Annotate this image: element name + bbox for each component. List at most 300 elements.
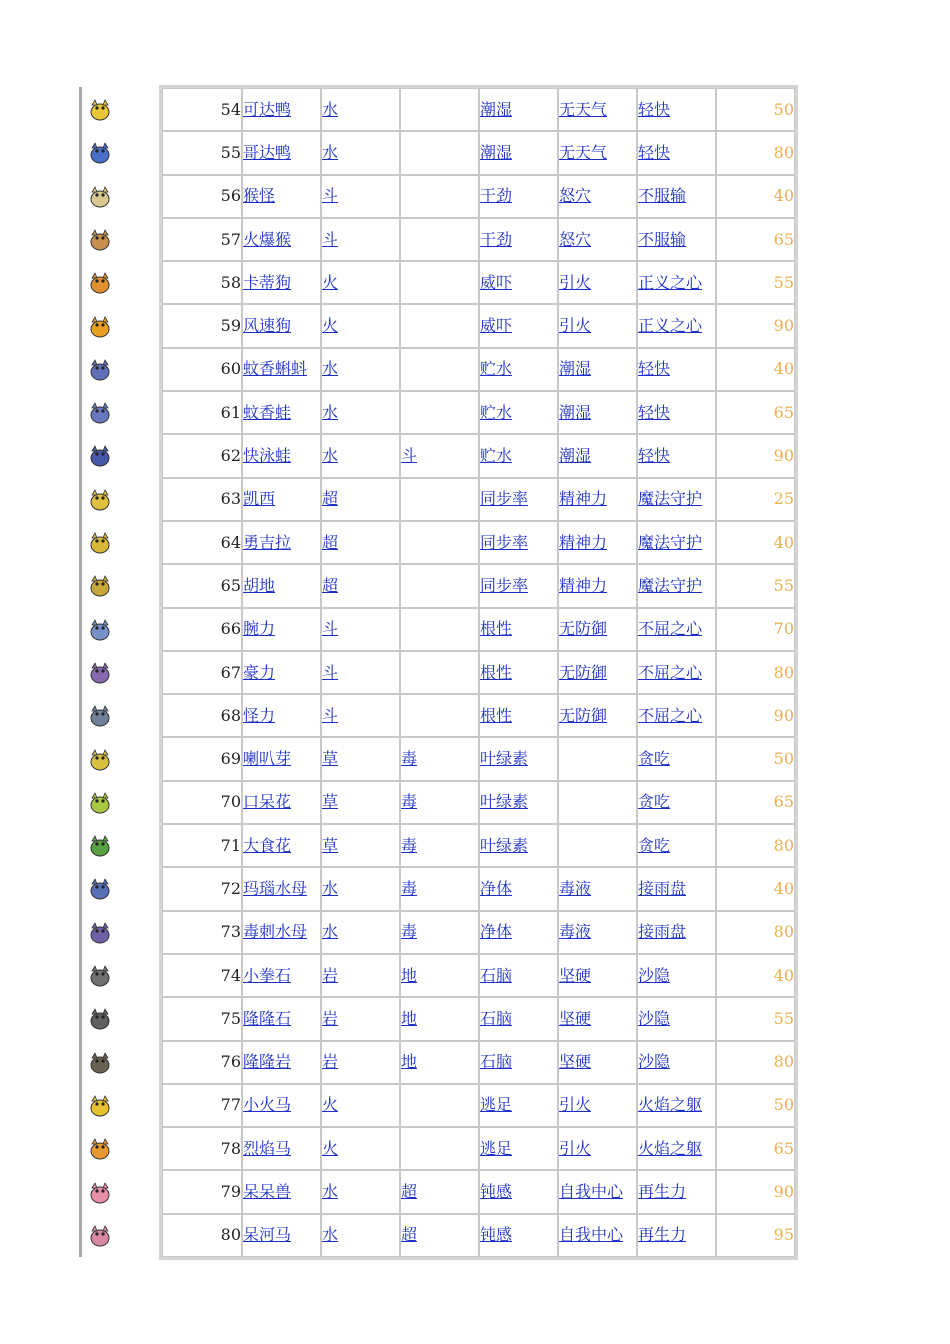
ability-2-link[interactable]: 潮湿 bbox=[559, 446, 592, 466]
pokemon-name-link[interactable]: 玛瑙水母 bbox=[243, 878, 308, 898]
ability-1-link[interactable]: 干劲 bbox=[480, 186, 513, 206]
hidden-ability bbox=[637, 88, 716, 131]
dex-number: 64 bbox=[162, 521, 242, 564]
ability-1-link[interactable]: 同步率 bbox=[480, 575, 529, 595]
hidden-ability-link[interactable]: 贪吃 bbox=[638, 792, 671, 812]
dex-number: 59 bbox=[162, 304, 242, 347]
ability-2-link[interactable]: 怒穴 bbox=[559, 186, 592, 206]
type-1-link[interactable]: 超 bbox=[322, 532, 339, 552]
hidden-ability bbox=[637, 1041, 716, 1084]
rate-value: 80 bbox=[716, 1041, 795, 1084]
pokemon-name-link[interactable]: 豪力 bbox=[243, 662, 276, 682]
rate-value: 90 bbox=[716, 304, 795, 347]
rate-value: 40 bbox=[716, 175, 795, 218]
type-1 bbox=[321, 1041, 400, 1084]
type-1-link[interactable]: 超 bbox=[322, 489, 339, 509]
rate-value: 50 bbox=[716, 737, 795, 780]
type-2 bbox=[400, 478, 479, 521]
ability-1-link[interactable]: 根性 bbox=[480, 662, 513, 682]
ability-2 bbox=[558, 88, 637, 131]
ability-2 bbox=[558, 997, 637, 1040]
pokemon-name-link[interactable]: 蚊香蝌蚪 bbox=[243, 359, 308, 379]
table-row bbox=[162, 391, 795, 434]
type-2-link[interactable]: 毒 bbox=[401, 749, 418, 769]
ability-2 bbox=[558, 1084, 637, 1127]
ability-2 bbox=[558, 478, 637, 521]
ability-1 bbox=[479, 261, 558, 304]
pokemon-name-link[interactable]: 呆河马 bbox=[243, 1225, 292, 1245]
pokemon-name-link[interactable]: 毒刺水母 bbox=[243, 922, 308, 942]
type-1-link[interactable]: 水 bbox=[322, 1225, 339, 1245]
pokemon-name bbox=[242, 304, 321, 347]
hidden-ability-link[interactable]: 贪吃 bbox=[638, 749, 671, 769]
pokemon-sprite-icon bbox=[85, 831, 115, 861]
rate-value: 55 bbox=[716, 564, 795, 607]
pokemon-sprite-icon bbox=[85, 788, 115, 818]
rate-value: 65 bbox=[716, 218, 795, 261]
hidden-ability bbox=[637, 651, 716, 694]
rate-value: 70 bbox=[716, 608, 795, 651]
ability-2-link[interactable]: 精神力 bbox=[559, 489, 608, 509]
pokemon-name-link[interactable]: 风速狗 bbox=[243, 316, 292, 336]
type-2 bbox=[400, 694, 479, 737]
type-1-link[interactable]: 水 bbox=[322, 99, 339, 119]
hidden-ability-link[interactable]: 沙隐 bbox=[638, 965, 671, 985]
rate-value: 90 bbox=[716, 434, 795, 477]
pokemon-name-link[interactable]: 喇叭芽 bbox=[243, 749, 292, 769]
ability-1 bbox=[479, 304, 558, 347]
ability-1 bbox=[479, 1127, 558, 1170]
hidden-ability bbox=[637, 1170, 716, 1213]
ability-2 bbox=[558, 954, 637, 997]
hidden-ability bbox=[637, 1214, 716, 1257]
hidden-ability-link[interactable]: 接雨盘 bbox=[638, 878, 687, 898]
pokemon-name bbox=[242, 1041, 321, 1084]
dex-number: 73 bbox=[162, 911, 242, 954]
ability-2-link[interactable]: 潮湿 bbox=[559, 359, 592, 379]
type-2 bbox=[400, 218, 479, 261]
pokemon-sprite-icon bbox=[85, 138, 115, 168]
hidden-ability-link[interactable]: 不屈之心 bbox=[638, 705, 703, 725]
ability-2 bbox=[558, 1127, 637, 1170]
type-2-link[interactable]: 毒 bbox=[401, 835, 418, 855]
ability-1 bbox=[479, 1041, 558, 1084]
table-row bbox=[162, 88, 795, 131]
type-1 bbox=[321, 997, 400, 1040]
ability-2 bbox=[558, 434, 637, 477]
rate-value: 65 bbox=[716, 391, 795, 434]
type-2 bbox=[400, 1084, 479, 1127]
hidden-ability-link[interactable]: 火焰之躯 bbox=[638, 1095, 703, 1115]
rate-value: 90 bbox=[716, 1170, 795, 1213]
hidden-ability bbox=[637, 781, 716, 824]
table-row bbox=[162, 304, 795, 347]
ability-1 bbox=[479, 348, 558, 391]
ability-2-link[interactable]: 引火 bbox=[559, 1095, 592, 1115]
pokemon-sprite-icon bbox=[85, 398, 115, 428]
dex-number: 74 bbox=[162, 954, 242, 997]
pokemon-name-link[interactable]: 卡蒂狗 bbox=[243, 272, 292, 292]
pokemon-name bbox=[242, 564, 321, 607]
type-2-link[interactable]: 地 bbox=[401, 1008, 418, 1028]
ability-1-link[interactable]: 叶绿素 bbox=[480, 835, 529, 855]
dex-number: 58 bbox=[162, 261, 242, 304]
hidden-ability bbox=[637, 608, 716, 651]
hidden-ability bbox=[637, 997, 716, 1040]
ability-1 bbox=[479, 391, 558, 434]
ability-1 bbox=[479, 954, 558, 997]
type-2 bbox=[400, 608, 479, 651]
pokemon-name bbox=[242, 867, 321, 910]
hidden-ability-link[interactable]: 轻快 bbox=[638, 99, 671, 119]
ability-1-link[interactable]: 石脑 bbox=[480, 1052, 513, 1072]
type-1-link[interactable]: 斗 bbox=[322, 619, 339, 639]
pokemon-name-link[interactable]: 口呆花 bbox=[243, 792, 292, 812]
ability-2-link[interactable]: 引火 bbox=[559, 1138, 592, 1158]
ability-1-link[interactable]: 石脑 bbox=[480, 1008, 513, 1028]
pokemon-name-link[interactable]: 隆隆岩 bbox=[243, 1052, 292, 1072]
hidden-ability-link[interactable]: 火焰之躯 bbox=[638, 1138, 703, 1158]
type-1-link[interactable]: 水 bbox=[322, 922, 339, 942]
pokemon-sprite-icon bbox=[85, 528, 115, 558]
rate-value: 40 bbox=[716, 867, 795, 910]
pokemon-name bbox=[242, 218, 321, 261]
pokemon-name bbox=[242, 88, 321, 131]
hidden-ability-link[interactable]: 魔法守护 bbox=[638, 489, 703, 509]
type-1-link[interactable]: 水 bbox=[322, 142, 339, 162]
dex-number: 61 bbox=[162, 391, 242, 434]
ability-1-link[interactable]: 贮水 bbox=[480, 402, 513, 422]
pokemon-name-link[interactable]: 腕力 bbox=[243, 619, 276, 639]
ability-1 bbox=[479, 131, 558, 174]
type-1 bbox=[321, 261, 400, 304]
rate-value: 50 bbox=[716, 1084, 795, 1127]
rate-value: 65 bbox=[716, 781, 795, 824]
pokemon-sprite-icon bbox=[85, 441, 115, 471]
type-2-link[interactable]: 斗 bbox=[401, 446, 418, 466]
hidden-ability-link[interactable]: 不服输 bbox=[638, 229, 687, 249]
pokemon-sprite-icon bbox=[85, 1004, 115, 1034]
pokemon-name-link[interactable]: 小拳石 bbox=[243, 965, 292, 985]
hidden-ability bbox=[637, 694, 716, 737]
rate-value: 80 bbox=[716, 911, 795, 954]
pokemon-name-link[interactable]: 烈焰马 bbox=[243, 1138, 292, 1158]
ability-2-link[interactable]: 毒液 bbox=[559, 878, 592, 898]
ability-1 bbox=[479, 1084, 558, 1127]
ability-1 bbox=[479, 997, 558, 1040]
pokemon-name-link[interactable]: 哥达鸭 bbox=[243, 142, 292, 162]
ability-2-link[interactable]: 无防御 bbox=[559, 705, 608, 725]
type-2 bbox=[400, 997, 479, 1040]
type-1 bbox=[321, 781, 400, 824]
ability-1 bbox=[479, 608, 558, 651]
dex-number: 77 bbox=[162, 1084, 242, 1127]
pokemon-sprite-icon bbox=[85, 874, 115, 904]
hidden-ability-link[interactable]: 魔法守护 bbox=[638, 532, 703, 552]
ability-1-link[interactable]: 潮湿 bbox=[480, 99, 513, 119]
type-1-link[interactable]: 水 bbox=[322, 878, 339, 898]
ability-2-link[interactable]: 引火 bbox=[559, 316, 592, 336]
type-1-link[interactable]: 火 bbox=[322, 1138, 339, 1158]
ability-2 bbox=[558, 521, 637, 564]
type-2 bbox=[400, 88, 479, 131]
rate-value: 80 bbox=[716, 131, 795, 174]
table-row bbox=[162, 175, 795, 218]
pokemon-name bbox=[242, 391, 321, 434]
type-1 bbox=[321, 1084, 400, 1127]
type-1-link[interactable]: 岩 bbox=[322, 1052, 339, 1072]
type-1 bbox=[321, 694, 400, 737]
ability-1 bbox=[479, 781, 558, 824]
table-row bbox=[162, 781, 795, 824]
pokemon-name-link[interactable]: 怪力 bbox=[243, 705, 276, 725]
ability-2-link[interactable]: 精神力 bbox=[559, 532, 608, 552]
ability-1-link[interactable]: 逃足 bbox=[480, 1138, 513, 1158]
type-1-link[interactable]: 火 bbox=[322, 272, 339, 292]
ability-2-link[interactable]: 坚硬 bbox=[559, 965, 592, 985]
type-2-link[interactable]: 地 bbox=[401, 1052, 418, 1072]
pokemon-name-link[interactable]: 火爆猴 bbox=[243, 229, 292, 249]
pokemon-name bbox=[242, 954, 321, 997]
table-row bbox=[162, 1041, 795, 1084]
pokemon-name bbox=[242, 521, 321, 564]
type-1-link[interactable]: 草 bbox=[322, 749, 339, 769]
pokemon-name bbox=[242, 1214, 321, 1257]
dex-number: 60 bbox=[162, 348, 242, 391]
ability-1-link[interactable]: 逃足 bbox=[480, 1095, 513, 1115]
pokemon-name-link[interactable]: 勇吉拉 bbox=[243, 532, 292, 552]
hidden-ability-link[interactable]: 轻快 bbox=[638, 446, 671, 466]
ability-1 bbox=[479, 867, 558, 910]
type-2-link[interactable]: 毒 bbox=[401, 878, 418, 898]
hidden-ability-link[interactable]: 贪吃 bbox=[638, 835, 671, 855]
table-row bbox=[162, 824, 795, 867]
type-1-link[interactable]: 岩 bbox=[322, 965, 339, 985]
rate-value: 40 bbox=[716, 348, 795, 391]
ability-1-link[interactable]: 贮水 bbox=[480, 446, 513, 466]
type-1-link[interactable]: 斗 bbox=[322, 705, 339, 725]
type-1-link[interactable]: 超 bbox=[322, 575, 339, 595]
hidden-ability-link[interactable]: 不屈之心 bbox=[638, 619, 703, 639]
type-2 bbox=[400, 348, 479, 391]
ability-2-link[interactable]: 无防御 bbox=[559, 619, 608, 639]
type-1-link[interactable]: 斗 bbox=[322, 662, 339, 682]
type-2 bbox=[400, 824, 479, 867]
type-2-link[interactable]: 地 bbox=[401, 965, 418, 985]
pokemon-name-link[interactable]: 胡地 bbox=[243, 575, 276, 595]
dex-number: 79 bbox=[162, 1170, 242, 1213]
ability-2 bbox=[558, 737, 637, 780]
type-1-link[interactable]: 斗 bbox=[322, 186, 339, 206]
hidden-ability bbox=[637, 1084, 716, 1127]
pokemon-name-link[interactable]: 蚊香蛙 bbox=[243, 402, 292, 422]
hidden-ability bbox=[637, 564, 716, 607]
ability-2-link[interactable]: 坚硬 bbox=[559, 1052, 592, 1072]
ability-1-link[interactable]: 根性 bbox=[480, 619, 513, 639]
type-1-link[interactable]: 草 bbox=[322, 835, 339, 855]
ability-2-link[interactable]: 无防御 bbox=[559, 662, 608, 682]
type-2-link[interactable]: 超 bbox=[401, 1182, 418, 1202]
ability-2 bbox=[558, 824, 637, 867]
pokemon-sprite-icon bbox=[85, 1134, 115, 1164]
type-2 bbox=[400, 781, 479, 824]
ability-2 bbox=[558, 1041, 637, 1084]
ability-2-link[interactable]: 毒液 bbox=[559, 922, 592, 942]
ability-2-link[interactable]: 怒穴 bbox=[559, 229, 592, 249]
ability-1-link[interactable]: 钝感 bbox=[480, 1225, 513, 1245]
ability-2-link[interactable]: 引火 bbox=[559, 272, 592, 292]
pokemon-sprite-icon bbox=[85, 1048, 115, 1078]
ability-1-link[interactable]: 干劲 bbox=[480, 229, 513, 249]
rate-value: 80 bbox=[716, 651, 795, 694]
type-2 bbox=[400, 737, 479, 780]
pokemon-name-link[interactable]: 可达鸭 bbox=[243, 99, 292, 119]
table-row bbox=[162, 564, 795, 607]
ability-2-link[interactable]: 无天气 bbox=[559, 142, 608, 162]
hidden-ability-link[interactable]: 再生力 bbox=[638, 1225, 687, 1245]
ability-1-link[interactable]: 净体 bbox=[480, 878, 513, 898]
hidden-ability-link[interactable]: 正义之心 bbox=[638, 316, 703, 336]
hidden-ability-link[interactable]: 沙隐 bbox=[638, 1052, 671, 1072]
hidden-ability-link[interactable]: 正义之心 bbox=[638, 272, 703, 292]
ability-1-link[interactable]: 钝感 bbox=[480, 1182, 513, 1202]
ability-1-link[interactable]: 叶绿素 bbox=[480, 792, 529, 812]
table-row bbox=[162, 737, 795, 780]
ability-1-link[interactable]: 潮湿 bbox=[480, 142, 513, 162]
hidden-ability-link[interactable]: 沙隐 bbox=[638, 1008, 671, 1028]
type-2 bbox=[400, 1127, 479, 1170]
ability-1-link[interactable]: 同步率 bbox=[480, 532, 529, 552]
hidden-ability-link[interactable]: 接雨盘 bbox=[638, 922, 687, 942]
type-1 bbox=[321, 1170, 400, 1213]
table-row bbox=[162, 131, 795, 174]
type-1-link[interactable]: 水 bbox=[322, 402, 339, 422]
ability-1-link[interactable]: 石脑 bbox=[480, 965, 513, 985]
hidden-ability bbox=[637, 867, 716, 910]
type-1 bbox=[321, 521, 400, 564]
rate-value: 40 bbox=[716, 521, 795, 564]
type-1-link[interactable]: 水 bbox=[322, 359, 339, 379]
type-2-link[interactable]: 毒 bbox=[401, 922, 418, 942]
table-row bbox=[162, 694, 795, 737]
dex-number: 54 bbox=[162, 88, 242, 131]
table-row bbox=[162, 218, 795, 261]
ability-1-link[interactable]: 同步率 bbox=[480, 489, 529, 509]
type-2-link[interactable]: 超 bbox=[401, 1225, 418, 1245]
ability-1 bbox=[479, 564, 558, 607]
ability-1 bbox=[479, 175, 558, 218]
type-1 bbox=[321, 348, 400, 391]
dex-number: 65 bbox=[162, 564, 242, 607]
pokemon-sprite-icon bbox=[85, 95, 115, 125]
ability-1-link[interactable]: 威吓 bbox=[480, 316, 513, 336]
ability-1 bbox=[479, 1214, 558, 1257]
pokemon-name-link[interactable]: 凯西 bbox=[243, 489, 276, 509]
pokemon-name-link[interactable]: 呆呆兽 bbox=[243, 1182, 292, 1202]
dex-number: 67 bbox=[162, 651, 242, 694]
type-1 bbox=[321, 175, 400, 218]
hidden-ability-link[interactable]: 不服输 bbox=[638, 186, 687, 206]
type-2-link[interactable]: 毒 bbox=[401, 792, 418, 812]
type-1 bbox=[321, 391, 400, 434]
ability-2-link[interactable]: 无天气 bbox=[559, 99, 608, 119]
hidden-ability-link[interactable]: 魔法守护 bbox=[638, 575, 703, 595]
hidden-ability-link[interactable]: 再生力 bbox=[638, 1182, 687, 1202]
type-1 bbox=[321, 88, 400, 131]
pokemon-name bbox=[242, 1170, 321, 1213]
hidden-ability-link[interactable]: 轻快 bbox=[638, 142, 671, 162]
type-1-link[interactable]: 斗 bbox=[322, 229, 339, 249]
ability-2-link[interactable]: 潮湿 bbox=[559, 402, 592, 422]
hidden-ability-link[interactable]: 轻快 bbox=[638, 402, 671, 422]
type-1-link[interactable]: 火 bbox=[322, 1095, 339, 1115]
ability-1-link[interactable]: 威吓 bbox=[480, 272, 513, 292]
ability-1-link[interactable]: 净体 bbox=[480, 922, 513, 942]
pokemon-name bbox=[242, 608, 321, 651]
pokemon-name bbox=[242, 1127, 321, 1170]
pokemon-sprite-icon bbox=[85, 918, 115, 948]
ability-2 bbox=[558, 608, 637, 651]
dex-number: 63 bbox=[162, 478, 242, 521]
pokemon-name-link[interactable]: 小火马 bbox=[243, 1095, 292, 1115]
type-1-link[interactable]: 火 bbox=[322, 316, 339, 336]
ability-2 bbox=[558, 867, 637, 910]
ability-2-link[interactable]: 自我中心 bbox=[559, 1182, 624, 1202]
pokemon-sprite-icon bbox=[85, 485, 115, 515]
left-rule bbox=[79, 87, 82, 1257]
ability-2-link[interactable]: 坚硬 bbox=[559, 1008, 592, 1028]
hidden-ability bbox=[637, 261, 716, 304]
rate-value: 90 bbox=[716, 694, 795, 737]
pokemon-name bbox=[242, 694, 321, 737]
ability-1-link[interactable]: 叶绿素 bbox=[480, 749, 529, 769]
ability-1 bbox=[479, 1170, 558, 1213]
type-1-link[interactable]: 水 bbox=[322, 446, 339, 466]
hidden-ability bbox=[637, 131, 716, 174]
ability-2-link[interactable]: 精神力 bbox=[559, 575, 608, 595]
table-row bbox=[162, 478, 795, 521]
type-2 bbox=[400, 867, 479, 910]
pokemon-sprite-icon bbox=[85, 1091, 115, 1121]
pokemon-name-link[interactable]: 隆隆石 bbox=[243, 1008, 292, 1028]
pokemon-name-link[interactable]: 快泳蛙 bbox=[243, 446, 292, 466]
hidden-ability bbox=[637, 1127, 716, 1170]
type-1 bbox=[321, 564, 400, 607]
rate-value: 55 bbox=[716, 997, 795, 1040]
ability-1 bbox=[479, 434, 558, 477]
type-2 bbox=[400, 911, 479, 954]
hidden-ability-link[interactable]: 轻快 bbox=[638, 359, 671, 379]
ability-1 bbox=[479, 694, 558, 737]
ability-1-link[interactable]: 根性 bbox=[480, 705, 513, 725]
type-1 bbox=[321, 218, 400, 261]
dex-number: 70 bbox=[162, 781, 242, 824]
pokemon-name-link[interactable]: 大食花 bbox=[243, 835, 292, 855]
type-1 bbox=[321, 1127, 400, 1170]
type-1-link[interactable]: 草 bbox=[322, 792, 339, 812]
ability-1-link[interactable]: 贮水 bbox=[480, 359, 513, 379]
ability-2 bbox=[558, 911, 637, 954]
ability-2-link[interactable]: 自我中心 bbox=[559, 1225, 624, 1245]
pokemon-name bbox=[242, 348, 321, 391]
type-1-link[interactable]: 水 bbox=[322, 1182, 339, 1202]
ability-2 bbox=[558, 348, 637, 391]
hidden-ability-link[interactable]: 不屈之心 bbox=[638, 662, 703, 682]
table-row bbox=[162, 608, 795, 651]
type-1-link[interactable]: 岩 bbox=[322, 1008, 339, 1028]
pokemon-name-link[interactable]: 猴怪 bbox=[243, 186, 276, 206]
hidden-ability bbox=[637, 218, 716, 261]
